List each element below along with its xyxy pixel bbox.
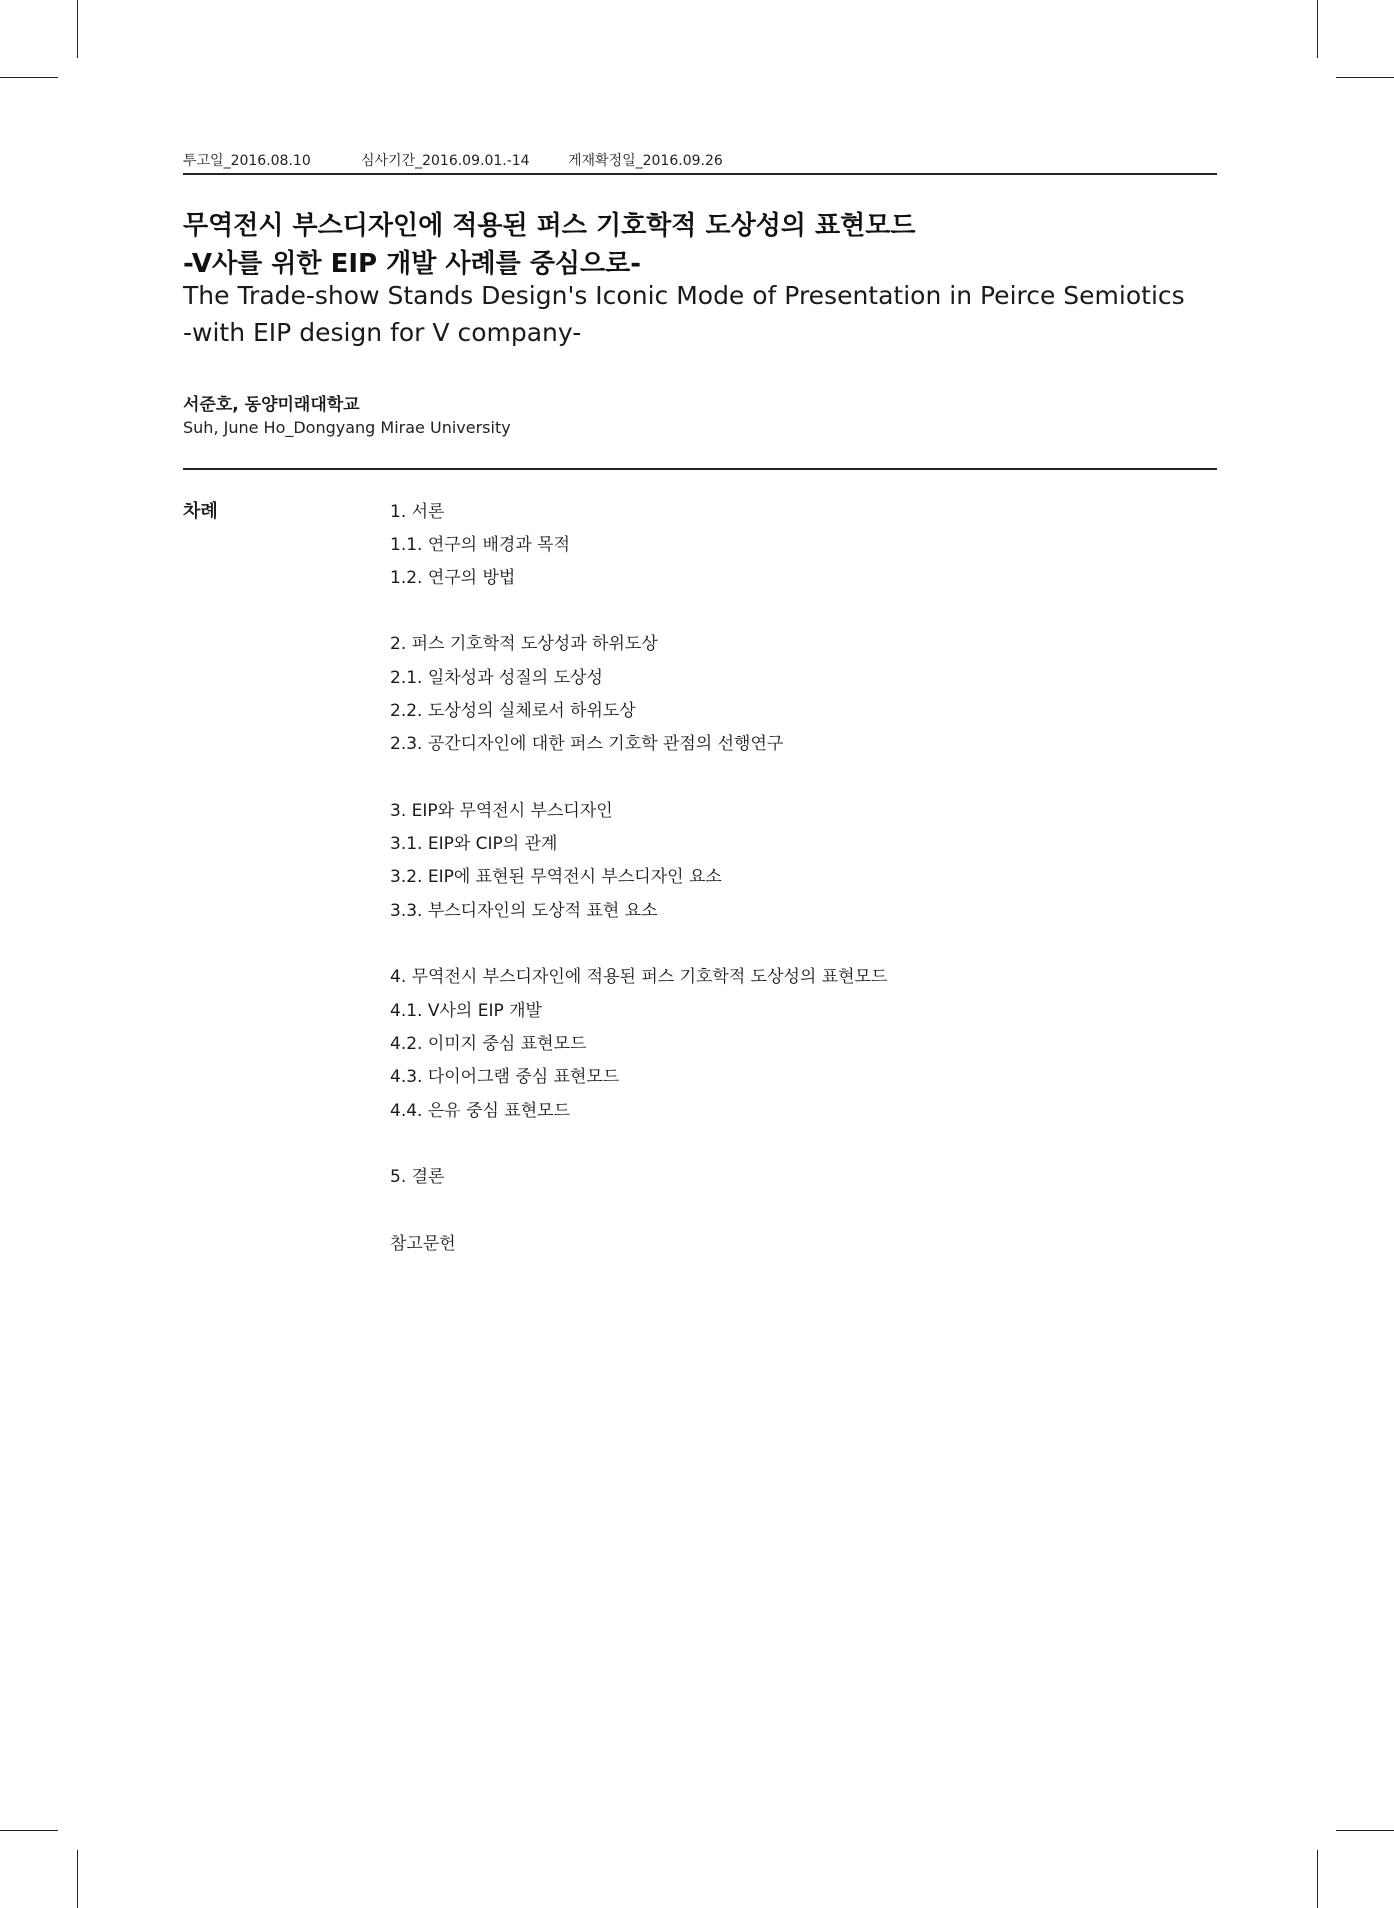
toc-item: 3.2. EIP에 표현된 무역전시 부스디자인 요소 xyxy=(390,867,722,887)
title-english-line2: -with EIP design for V company- xyxy=(183,318,582,347)
toc-item: 4.4. 은유 중심 표현모드 xyxy=(390,1101,571,1121)
review-period: 심사기간_2016.09.01.-14 xyxy=(361,153,530,169)
toc-heading: 차례 xyxy=(183,501,218,522)
toc-item: 참고문헌 xyxy=(390,1234,456,1254)
title-korean-line2: -V사를 위한 EIP 개발 사례를 중심으로- xyxy=(183,249,642,279)
toc-item: 4.1. V사의 EIP 개발 xyxy=(390,1001,542,1021)
crop-mark-bottom-left-horizontal xyxy=(0,1830,58,1831)
toc-item: 1.2. 연구의 방법 xyxy=(390,568,516,588)
toc-item: 2. 퍼스 기호학적 도상성과 하위도상 xyxy=(390,634,658,654)
toc-item: 1.1. 연구의 배경과 목적 xyxy=(390,535,571,555)
author-korean: 서준호, 동양미래대학교 xyxy=(183,395,360,415)
toc-item: 5. 결론 xyxy=(390,1167,445,1187)
toc-item: 3.3. 부스디자인의 도상적 표현 요소 xyxy=(390,901,658,921)
crop-mark-bottom-left-vertical xyxy=(77,1850,78,1908)
title-korean-line1: 무역전시 부스디자인에 적용된 퍼스 기호학적 도상성의 표현모드 xyxy=(183,211,916,241)
accepted-date: 게재확정일_2016.09.26 xyxy=(568,153,723,169)
toc-item: 4. 무역전시 부스디자인에 적용된 퍼스 기호학적 도상성의 표현모드 xyxy=(390,967,888,987)
title-english-line1: The Trade-show Stands Design's Iconic Mode of Presentation in Peirce Semiotics xyxy=(183,281,1185,310)
crop-mark-top-left-vertical xyxy=(77,0,78,58)
toc-item: 4.3. 다이어그램 중심 표현모드 xyxy=(390,1067,620,1087)
author-rule xyxy=(183,468,1217,470)
toc-item: 2.2. 도상성의 실체로서 하위도상 xyxy=(390,701,636,721)
crop-mark-top-left-horizontal xyxy=(0,77,58,78)
crop-mark-top-right-horizontal xyxy=(1336,77,1394,78)
submission-meta xyxy=(183,150,1216,174)
crop-mark-top-right-vertical xyxy=(1317,0,1318,58)
header-rule xyxy=(183,173,1217,175)
toc-item: 4.2. 이미지 중심 표현모드 xyxy=(390,1034,587,1054)
toc-item: 3. EIP와 무역전시 부스디자인 xyxy=(390,801,613,821)
toc-item: 2.1. 일차성과 성질의 도상성 xyxy=(390,668,603,688)
author-english: Suh, June Ho_Dongyang Mirae University xyxy=(183,418,511,437)
toc-item: 3.1. EIP와 CIP의 관계 xyxy=(390,834,558,854)
crop-mark-bottom-right-horizontal xyxy=(1336,1830,1394,1831)
toc-item: 1. 서론 xyxy=(390,502,445,522)
toc-item: 2.3. 공간디자인에 대한 퍼스 기호학 관점의 선행연구 xyxy=(390,734,784,754)
submitted-date: 투고일_2016.08.10 xyxy=(183,153,311,169)
crop-mark-bottom-right-vertical xyxy=(1317,1850,1318,1908)
